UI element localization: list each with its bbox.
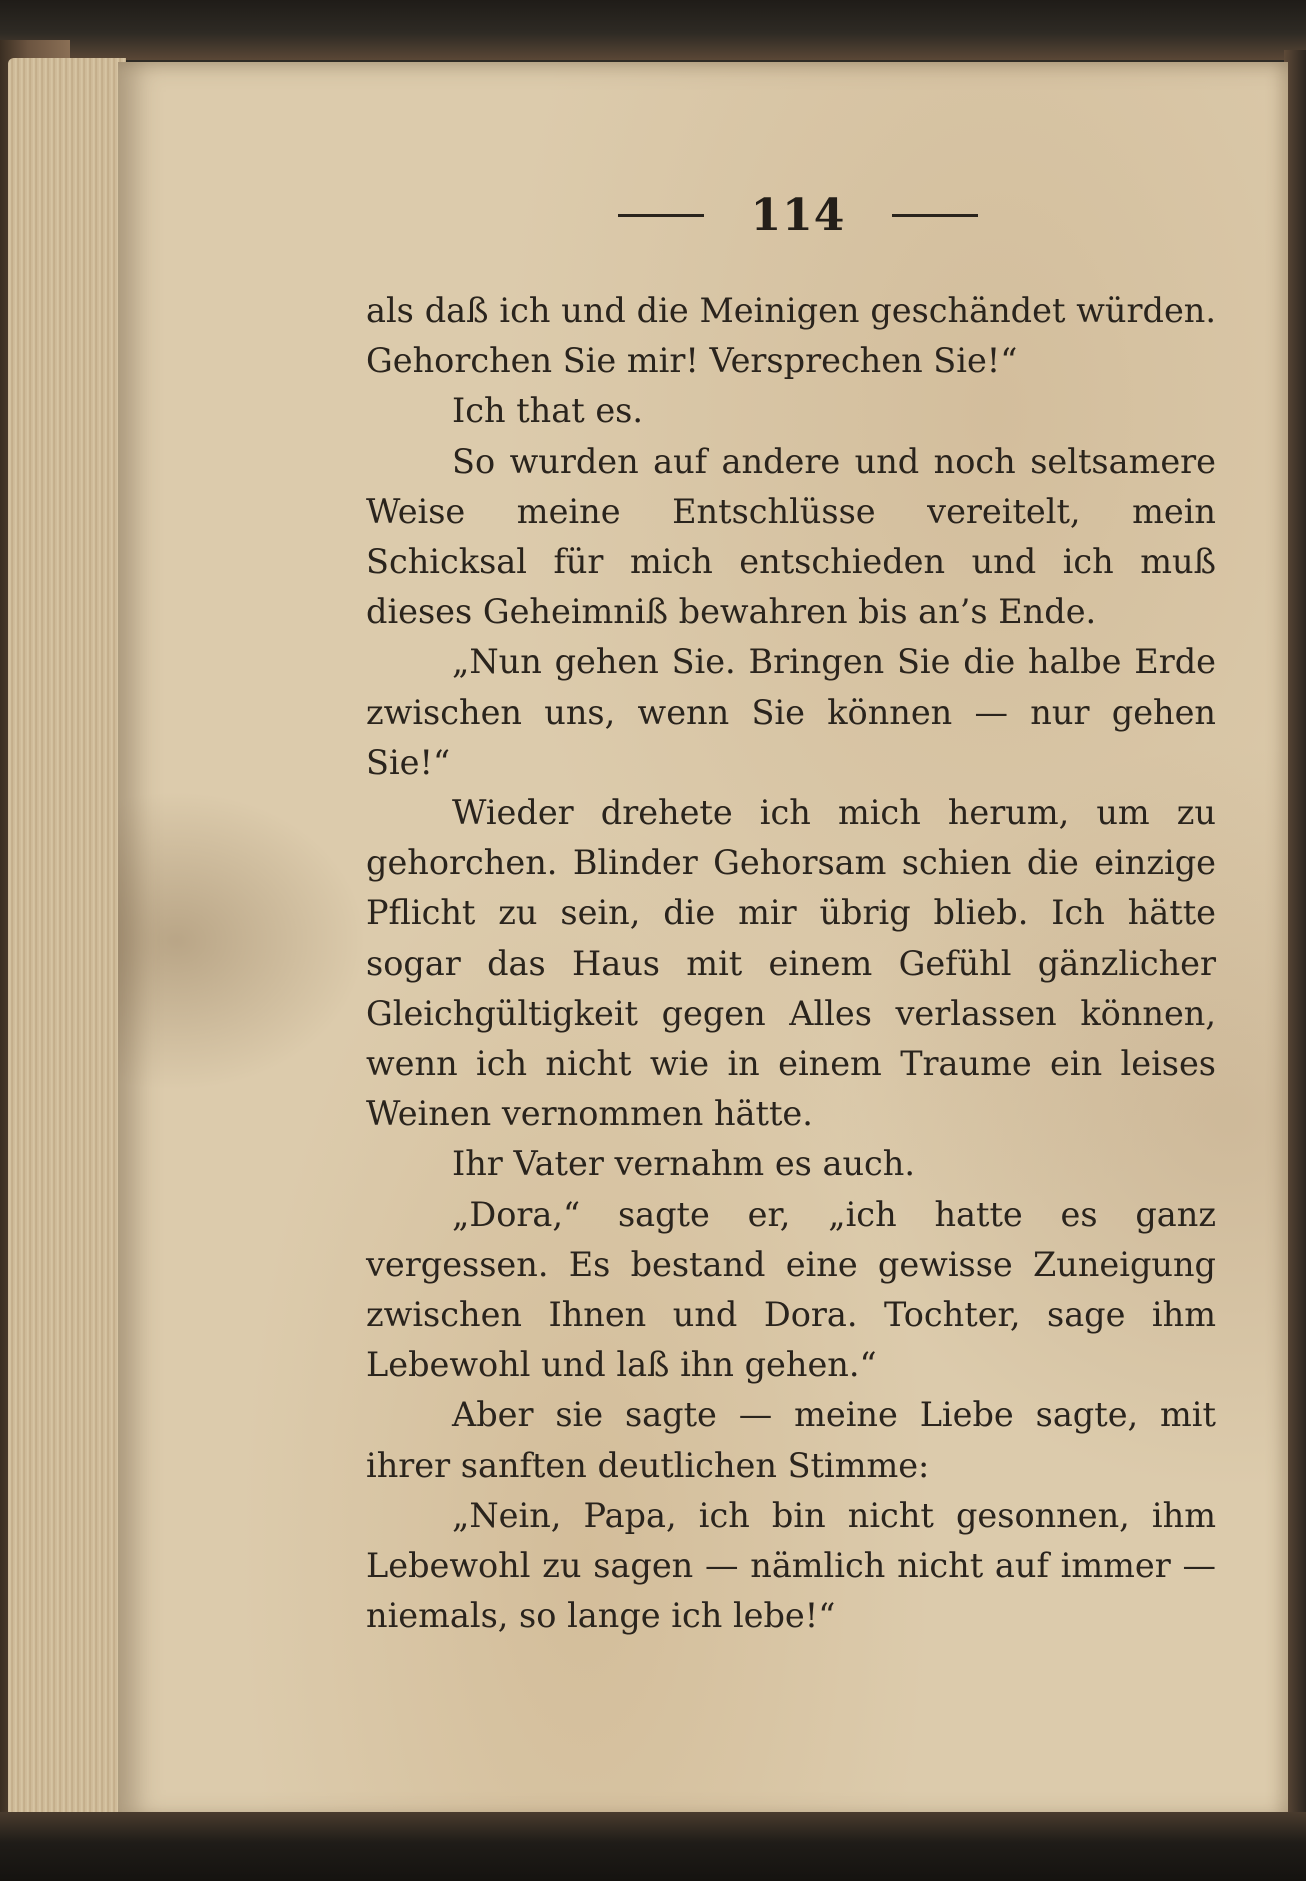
paragraph: Aber sie sagte — meine Liebe sagte, mit ihrer sanften deutlichen Stimme: xyxy=(366,1395,1216,1485)
paragraph: Wieder drehete ich mich herum, um zu gehorchen. Blinder Gehorsam schien die einzige Pflicht zu sein, die mir übrig blieb. Ich hätte sogar das Haus mit einem Gefühl gänzlicher Gleichgültigkeit gegen Alles verlassen können, wenn ich nicht wie in einem Traume ein leises Weinen vernommen hätte. xyxy=(366,793,1216,1134)
paragraph: „Nein, Papa, ich bin nicht gesonnen, ihm Lebewohl zu sagen — nämlich nicht auf immer — niemals, so lange ich lebe!“ xyxy=(366,1495,1216,1636)
paragraph: Ich that es. xyxy=(452,391,644,431)
paragraph: Ihr Vater vernahm es auch. xyxy=(452,1144,916,1184)
header-dash-right xyxy=(892,214,978,217)
book-top-edge xyxy=(0,0,1306,60)
page-block-edge xyxy=(8,58,126,1818)
paragraph: als daß ich und die Meinigen geschändet würden. Gehorchen Sie mir! Versprechen Sie!“ xyxy=(366,291,1216,381)
page-number: 114 xyxy=(750,189,846,241)
header-dash-left xyxy=(618,214,704,217)
book-bottom-edge xyxy=(0,1812,1306,1881)
page-body-text xyxy=(366,286,1216,1641)
page-header xyxy=(618,180,978,250)
paragraph: So wurden auf andere und noch seltsamere Weise meine Entschlüsse vereitelt, mein Schicksal für mich entschieden und ich muß dieses Geheimniß bewahren bis an’s Ende. xyxy=(366,441,1216,632)
paragraph: „Dora,“ sagte er, „ich hatte es ganz vergessen. Es bestand eine gewisse Zuneigung zwischen Ihnen und Dora. Tochter, sage ihm Lebewohl und laß ihn gehen.“ xyxy=(366,1194,1216,1385)
paragraph: „Nun gehen Sie. Bringen Sie die halbe Erde zwischen uns, wenn Sie können — nur gehen Sie!“ xyxy=(366,642,1216,782)
